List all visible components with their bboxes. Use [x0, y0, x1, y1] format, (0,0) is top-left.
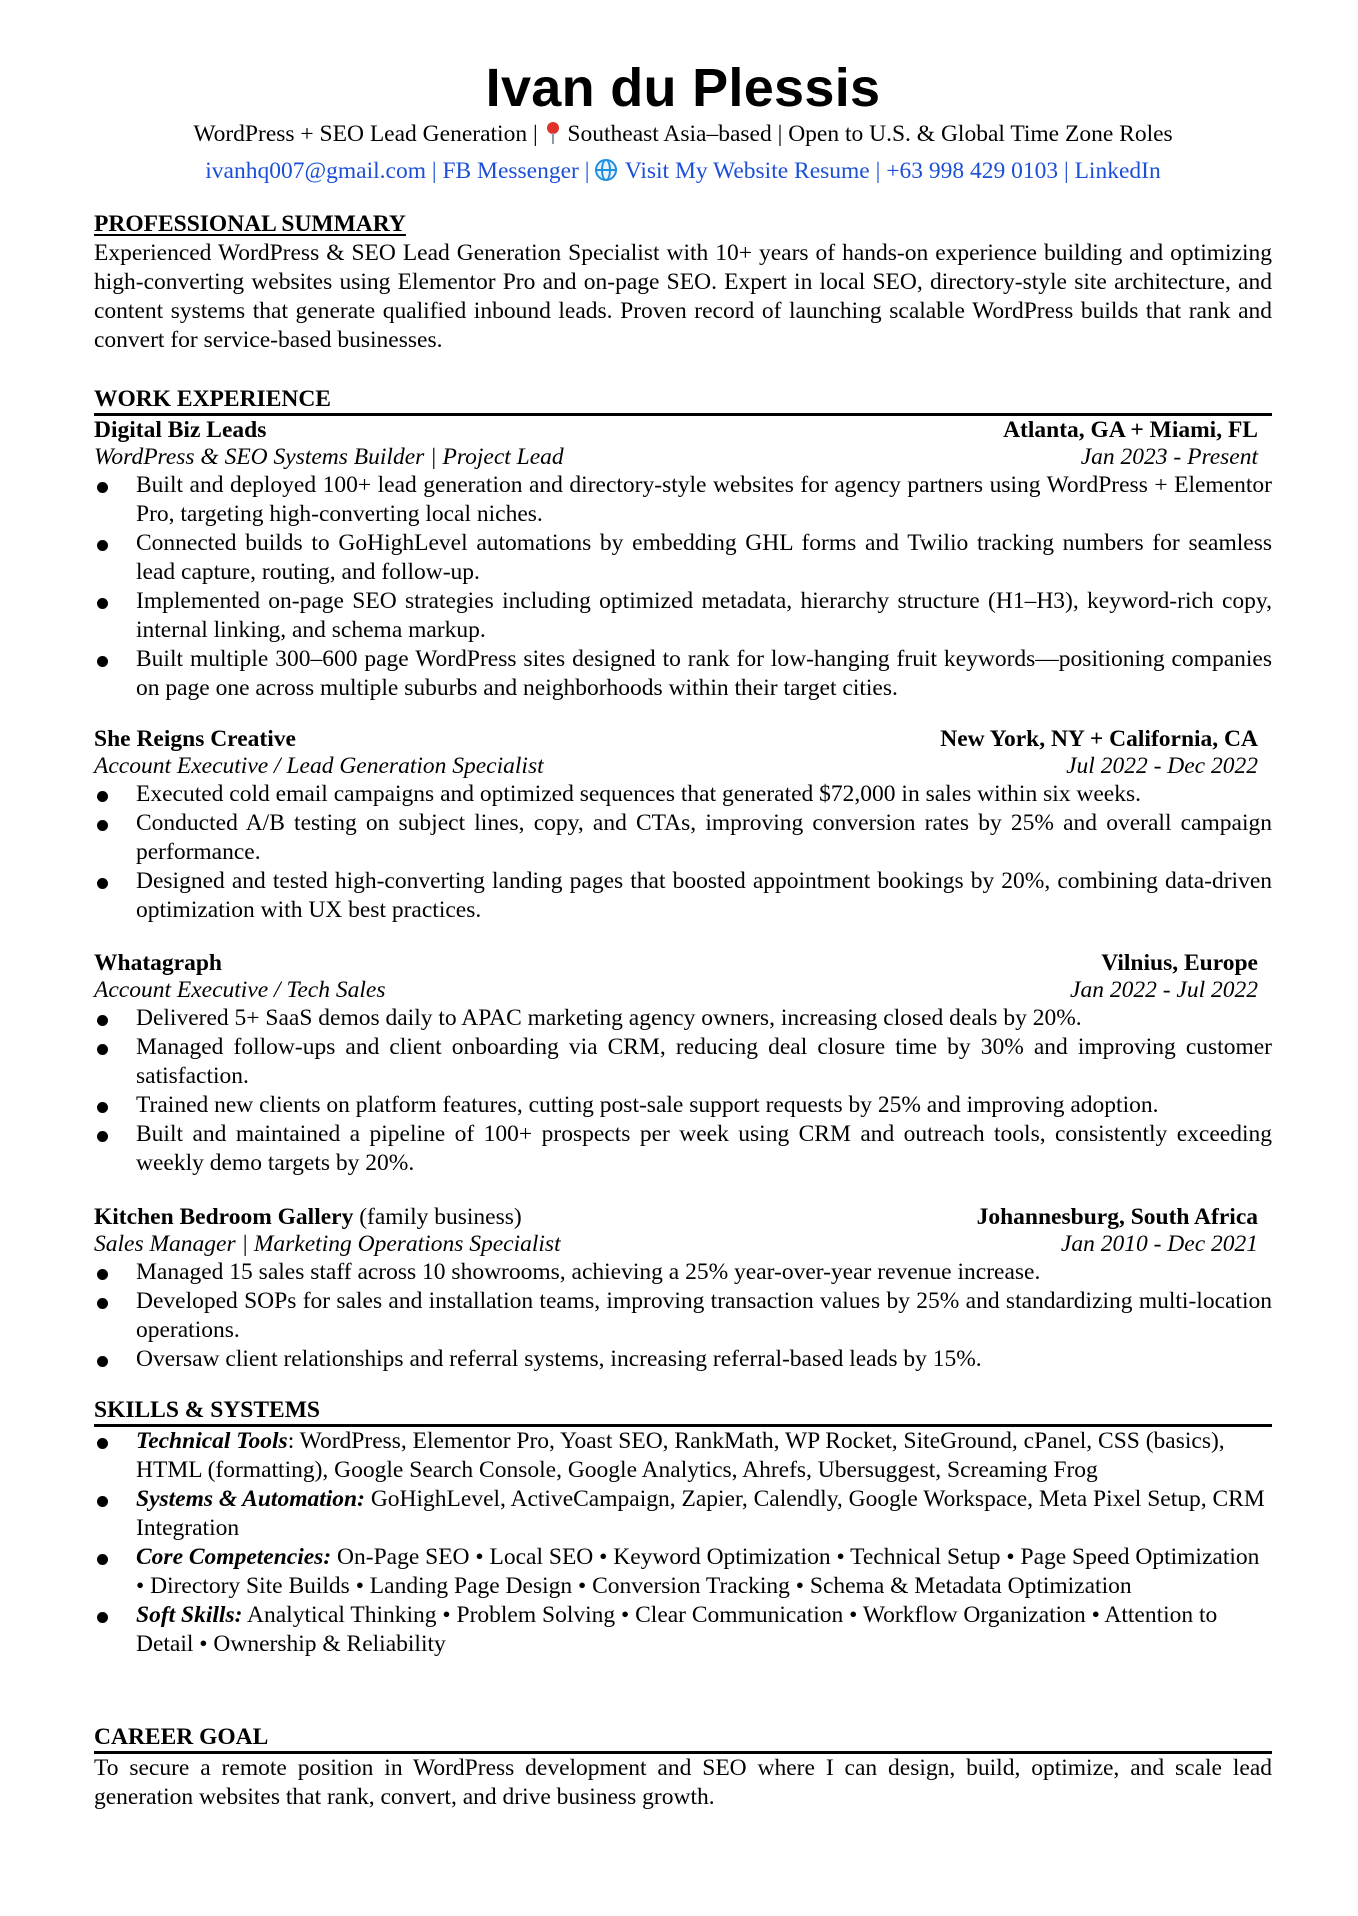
list-item — [94, 1345, 1272, 1374]
bullet-icon — [97, 878, 108, 889]
bullet-icon — [97, 540, 108, 551]
job-title: WordPress & SEO Systems Builder | Project Lead — [94, 444, 564, 470]
contact-line — [94, 156, 1272, 186]
bullet-text: Connected builds to GoHighLevel automations by embedding GHL forms and Twilio tracking numbers for seamless lead capture, routing, and follow-up. — [136, 530, 1272, 585]
skill-text: Analytical Thinking • Problem Solving • Clear Communication • Workflow Organization • Attention to Detail • Ownership & Reliability — [136, 1602, 1218, 1657]
section-heading: WORK EXPERIENCE — [94, 386, 331, 412]
bullet-icon — [97, 1015, 108, 1026]
list-item — [94, 1485, 1272, 1543]
list-item — [94, 809, 1272, 867]
separator: | — [771, 121, 789, 147]
separator: | — [869, 158, 887, 184]
bullet-text: Built and deployed 100+ lead generation and directory-style websites for agency partners using WordPress + Elementor Pro, targeting high-converting local niches. — [136, 472, 1272, 527]
bullet-icon — [97, 1554, 108, 1565]
company-name: She Reigns Creative — [94, 726, 296, 752]
list-item — [94, 1258, 1272, 1287]
separator: | — [578, 158, 596, 184]
company-name — [94, 1204, 522, 1231]
bullet-text: Built and maintained a pipeline of 100+ prospects per week using CRM and outreach tools, consistently exceeding weekly demo targets by 20%. — [136, 1121, 1272, 1176]
job-entry — [94, 950, 1272, 1178]
bullet-text: Managed follow-ups and client onboarding via CRM, reducing deal closure time by 30% and improving customer satisfaction. — [136, 1034, 1272, 1089]
skill-text: GoHighLevel, ActiveCampaign, Zapier, Calendly, Google Workspace, Meta Pixel Setup, CRM Integration — [136, 1486, 1265, 1541]
job-entry — [94, 1204, 1272, 1374]
job-bullets — [94, 780, 1272, 925]
job-location: Johannesburg, South Africa — [976, 1204, 1258, 1230]
bullet-text: Built multiple 300–600 page WordPress sites designed to rank for low-hanging fruit keywords—positioning companies on page one across multiple suburbs and neighborhoods within their target cities. — [136, 646, 1272, 701]
bullet-icon — [97, 1102, 108, 1113]
list-item — [94, 587, 1272, 645]
list-item — [94, 1120, 1272, 1178]
bullet-icon — [97, 482, 108, 493]
phone-link[interactable]: +63 998 429 0103 — [886, 158, 1059, 184]
list-item — [94, 471, 1272, 529]
skill-label: Systems & Automation: — [136, 1486, 365, 1512]
job-bullets — [94, 471, 1272, 703]
tagline — [94, 119, 1272, 149]
bullet-text: Trained new clients on platform features, cutting post-sale support requests by 25% and improving adoption. — [136, 1092, 1159, 1118]
bullet-icon — [97, 598, 108, 609]
bullet-text: Designed and tested high-converting landing pages that boosted appointment bookings by 20%, combining data-driven optimization with UX best practices. — [136, 868, 1272, 923]
tagline-availability: Open to U.S. & Global Time Zone Roles — [788, 121, 1173, 147]
bullet-text: Oversaw client relationships and referral systems, increasing referral-based leads by 15%. — [136, 1346, 982, 1372]
bullet-icon — [97, 1496, 108, 1507]
professional-summary-section — [94, 210, 1272, 355]
tagline-specialty: WordPress + SEO Lead Generation — [193, 121, 528, 147]
skills-section — [94, 1396, 1272, 1659]
list-item — [94, 1287, 1272, 1345]
candidate-name: Ivan du Plessis — [485, 58, 881, 118]
job-dates: Jan 2010 - Dec 2021 — [1060, 1231, 1258, 1257]
career-goal-section — [94, 1723, 1272, 1812]
bullet-text: Implemented on-page SEO strategies including optimized metadata, hierarchy structure (H1–H3), keyword-rich copy, internal linking, and schema markup. — [136, 588, 1272, 643]
job-dates: Jul 2022 - Dec 2022 — [1066, 753, 1258, 779]
bullet-icon — [97, 1356, 108, 1367]
website-resume-link[interactable]: Visit My Website Resume — [624, 158, 870, 184]
section-heading: CAREER GOAL — [94, 1724, 269, 1750]
list-item — [94, 1091, 1272, 1120]
list-item — [94, 1601, 1272, 1659]
work-experience-section — [94, 385, 1272, 416]
bullet-text: Delivered 5+ SaaS demos daily to APAC marketing agency owners, increasing closed deals by 20%. — [136, 1005, 1082, 1031]
bullet-icon — [97, 1131, 108, 1142]
linkedin-link[interactable]: LinkedIn — [1074, 158, 1161, 184]
job-dates: Jan 2022 - Jul 2022 — [1070, 977, 1258, 1003]
bullet-text: Conducted A/B testing on subject lines, copy, and CTAs, improving conversion rates by 25% and overall campaign performance. — [136, 810, 1272, 865]
company-name: Whatagraph — [94, 950, 222, 976]
list-item — [94, 867, 1272, 925]
job-location: New York, NY + California, CA — [940, 726, 1258, 752]
section-divider — [94, 413, 1272, 416]
list-item — [94, 1543, 1272, 1601]
list-item — [94, 1004, 1272, 1033]
summary-text: Experienced WordPress & SEO Lead Generation Specialist with 10+ years of hands-on experience building and optimizing high-converting websites using Elementor Pro and on-page SEO. Expert in local SEO, directory-style site architecture, and content systems that generate qualified inbound leads. Proven record of launching scalable WordPress builds that rank and convert for service-based businesses. — [94, 240, 1272, 353]
bullet-icon — [97, 791, 108, 802]
job-title: Sales Manager | Marketing Operations Specialist — [94, 1231, 561, 1257]
list-item — [94, 780, 1272, 809]
round-pushpin-icon — [546, 121, 560, 145]
section-heading: SKILLS & SYSTEMS — [94, 1397, 320, 1423]
job-bullets — [94, 1004, 1272, 1178]
skill-label: Soft Skills: — [136, 1602, 243, 1628]
company-note: (family business) — [353, 1204, 522, 1230]
bullet-icon — [97, 1438, 108, 1449]
job-dates: Jan 2023 - Present — [1080, 444, 1258, 470]
bullet-icon — [97, 1269, 108, 1280]
skills-list — [94, 1427, 1272, 1659]
separator: | — [425, 158, 443, 184]
label-suffix: : — [287, 1428, 300, 1454]
job-entry — [94, 417, 1272, 703]
bullet-icon — [97, 1044, 108, 1055]
job-bullets — [94, 1258, 1272, 1374]
job-entry — [94, 726, 1272, 925]
bullet-icon — [97, 1298, 108, 1309]
list-item — [94, 645, 1272, 703]
career-goal-text: To secure a remote position in WordPress development and SEO where I can design, build, optimize, and scale lead generation websites that rank, convert, and drive business growth. — [94, 1755, 1272, 1810]
bullet-icon — [97, 656, 108, 667]
job-location: Vilnius, Europe — [1101, 950, 1258, 976]
job-location: Atlanta, GA + Miami, FL — [1003, 417, 1258, 443]
globe-icon — [595, 159, 617, 181]
separator: | — [527, 121, 544, 147]
job-title: Account Executive / Lead Generation Specialist — [94, 753, 544, 779]
list-item — [94, 529, 1272, 587]
bullet-text: Executed cold email campaigns and optimized sequences that generated $72,000 in sales within six weeks. — [136, 781, 1141, 807]
list-item — [94, 1427, 1272, 1485]
tagline-location: Southeast Asia–based — [567, 121, 772, 147]
bullet-text: Managed 15 sales staff across 10 showrooms, achieving a 25% year-over-year revenue increase. — [136, 1259, 1041, 1285]
skill-label: Core Competencies: — [136, 1544, 332, 1570]
skill-text: On-Page SEO • Local SEO • Keyword Optimization • Technical Setup • Page Speed Optimization • Directory Site Builds • Landing Page Design • Conversion Tracking • Schema & Metadata Optimization — [136, 1544, 1260, 1599]
bullet-icon — [97, 1612, 108, 1623]
list-item — [94, 1033, 1272, 1091]
skill-label: Technical Tools — [136, 1428, 288, 1454]
company-name-text: Kitchen Bedroom Gallery — [94, 1204, 354, 1230]
job-title: Account Executive / Tech Sales — [94, 977, 386, 1003]
company-name: Digital Biz Leads — [94, 417, 267, 443]
bullet-text: Developed SOPs for sales and installation teams, improving transaction values by 25% and standardizing multi-location operations. — [136, 1288, 1272, 1343]
email-link[interactable]: ivanhq007@gmail.com — [205, 158, 426, 184]
separator: | — [1058, 158, 1075, 184]
bullet-icon — [97, 820, 108, 831]
section-heading: PROFESSIONAL SUMMARY — [94, 211, 406, 237]
skill-text: WordPress, Elementor Pro, Yoast SEO, RankMath, WP Rocket, SiteGround, cPanel, CSS (basics), HTML (formatting), Google Search Console, Google Analytics, Ahrefs, Ubersuggest, Screaming Frog — [136, 1428, 1225, 1483]
fb-messenger-link[interactable]: FB Messenger — [442, 158, 579, 184]
